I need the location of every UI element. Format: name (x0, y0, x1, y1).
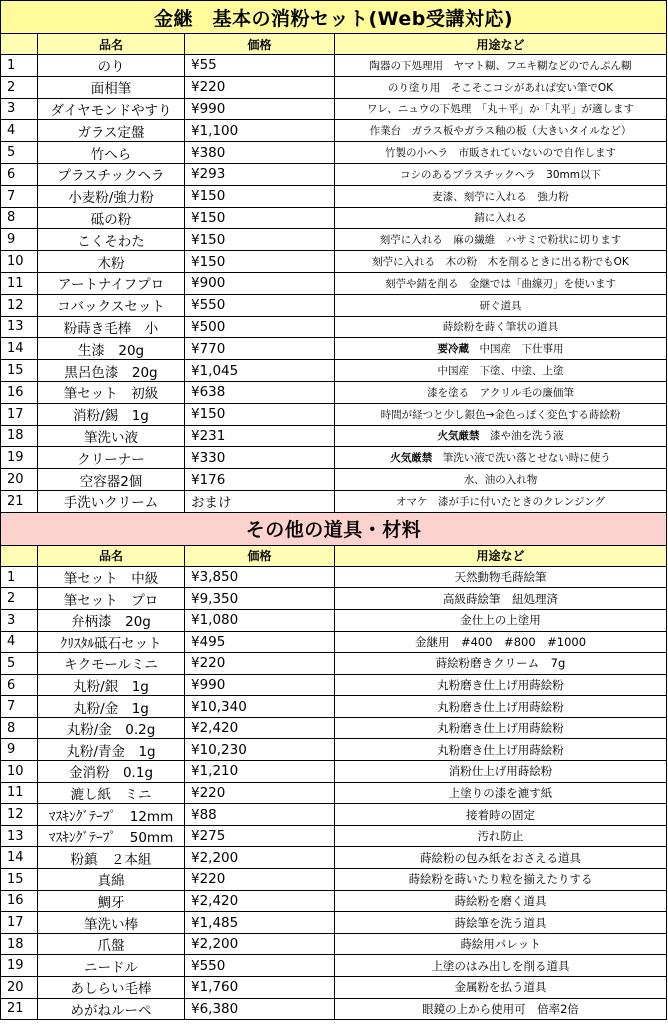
use-text: 刻苧や錆を削る 金継では「曲線刃」を使います (385, 277, 616, 290)
item-name: 粉鎮 ２本組 (38, 847, 185, 869)
row-number: 21 (1, 998, 38, 1020)
use-text: 錆に入れる (474, 212, 527, 225)
header-use: 用途など (335, 34, 667, 55)
table-row (1, 469, 667, 491)
item-price: ¥55 (185, 55, 335, 77)
item-name: 爪盤 (38, 933, 185, 955)
item-use (335, 403, 667, 425)
use-text: ワレ、ニュウの下処理 「丸＋平」か「丸平」が適します (367, 103, 634, 116)
row-number: 20 (1, 977, 38, 999)
item-use (335, 890, 667, 912)
use-text: 蒔絵粉の包み紙をおさえる道具 (420, 850, 581, 865)
table-row (1, 739, 667, 761)
row-number: 17 (1, 912, 38, 934)
row-number: 4 (1, 631, 38, 653)
item-use (335, 998, 667, 1020)
use-text: 蒔絵粉を蒔いたり粒を揃えたりする (408, 872, 593, 887)
row-number: 15 (1, 360, 38, 382)
item-use (335, 360, 667, 382)
table-row (1, 804, 667, 826)
item-name: 面相筆 (38, 76, 185, 98)
item-use (335, 933, 667, 955)
use-text: 中国産 下仕事用 (469, 343, 564, 356)
row-number: 6 (1, 163, 38, 185)
item-use (335, 55, 667, 77)
item-name: ダイヤモンドやすり (38, 98, 185, 120)
row-number: 19 (1, 447, 38, 469)
item-name: 黒呂色漆 20g (38, 360, 185, 382)
table-row (1, 761, 667, 783)
section2-title: その他の道具・材料 (1, 512, 667, 545)
row-number: 16 (1, 890, 38, 912)
table-row (1, 782, 667, 804)
item-name: 筆セット 初級 (38, 381, 185, 403)
table-row (1, 825, 667, 847)
row-number: 7 (1, 696, 38, 718)
item-price: ¥380 (185, 142, 335, 164)
table-row (1, 490, 667, 512)
item-price: ¥9,350 (185, 588, 335, 610)
section2-title-row (1, 512, 667, 545)
item-use (335, 955, 667, 977)
use-text: 漆を塗る アクリル毛の廉価筆 (427, 386, 574, 399)
item-name: 生漆 20g (38, 338, 185, 360)
row-number: 9 (1, 229, 38, 251)
item-price: ¥150 (185, 403, 335, 425)
use-text: 蒔絵筆を洗う道具 (454, 915, 547, 930)
use-text: 竹製の小ヘラ 市販されていないので自作します (385, 147, 616, 160)
item-use (335, 163, 667, 185)
item-name: 砥の粉 (38, 207, 185, 229)
row-number: 18 (1, 933, 38, 955)
row-number: 13 (1, 825, 38, 847)
item-name: 粉蒔き毛棒 小 (38, 316, 185, 338)
table-row (1, 653, 667, 675)
row-number: 11 (1, 782, 38, 804)
item-name: 丸粉/金 0.2g (38, 717, 185, 739)
row-number: 4 (1, 120, 38, 142)
row-number: 17 (1, 403, 38, 425)
item-name: 小麦粉/強力粉 (38, 185, 185, 207)
table-row (1, 316, 667, 338)
item-price: ¥150 (185, 229, 335, 251)
row-number: 5 (1, 653, 38, 675)
item-price: ¥231 (185, 425, 335, 447)
item-use (335, 653, 667, 675)
table-row (1, 955, 667, 977)
item-name: 丸粉/銀 1g (38, 674, 185, 696)
row-number: 3 (1, 98, 38, 120)
item-name: 筆洗い液 (38, 425, 185, 447)
table-row (1, 869, 667, 891)
row-number: 21 (1, 490, 38, 512)
table-row (1, 185, 667, 207)
row-number: 3 (1, 609, 38, 631)
item-name: 丸粉/金 1g (38, 696, 185, 718)
table-row (1, 977, 667, 999)
item-price: ¥220 (185, 76, 335, 98)
row-number: 18 (1, 425, 38, 447)
header-name: 品名 (38, 34, 185, 55)
use-text: 筆洗い液で洗い落とせない時に使う (432, 452, 611, 465)
row-number: 8 (1, 207, 38, 229)
item-use (335, 696, 667, 718)
item-price: ¥150 (185, 251, 335, 273)
item-price: ¥220 (185, 869, 335, 891)
table-row (1, 912, 667, 934)
item-use (335, 717, 667, 739)
table-row (1, 403, 667, 425)
use-text: 蒔絵粉を蒔く筆状の道具 (442, 321, 559, 334)
item-use (335, 804, 667, 826)
item-price: ¥550 (185, 955, 335, 977)
table-row (1, 425, 667, 447)
item-use (335, 76, 667, 98)
item-name: のり (38, 55, 185, 77)
table-row (1, 294, 667, 316)
use-text: 眼鏡の上から使用可 倍率2倍 (422, 1001, 579, 1016)
item-use (335, 674, 667, 696)
item-name: クリーナー (38, 447, 185, 469)
use-text: 中国産 下塗、中塗、上塗 (437, 365, 564, 378)
row-number: 10 (1, 251, 38, 273)
item-price: ¥1,210 (185, 761, 335, 783)
row-number: 1 (1, 566, 38, 588)
table-row (1, 55, 667, 77)
section1-title: 金継 基本の消粉セット(Web受講対応) (1, 1, 667, 34)
item-use (335, 825, 667, 847)
item-use (335, 185, 667, 207)
item-price: ¥3,850 (185, 566, 335, 588)
row-number: 1 (1, 55, 38, 77)
table-row (1, 447, 667, 469)
row-number: 13 (1, 316, 38, 338)
use-text: 作業台 ガラス板やガラス釉の板（大きいタイルなど） (369, 125, 632, 138)
header-name: 品名 (38, 545, 185, 566)
use-text: 接着時の固定 (466, 807, 535, 822)
use-text: 金仕上の上塗用 (460, 613, 541, 628)
row-number: 20 (1, 469, 38, 491)
use-text: 丸粉磨き仕上げ用蒔絵粉 (437, 678, 564, 692)
item-name: 筆セット プロ (38, 588, 185, 610)
item-name: 弁柄漆 20g (38, 609, 185, 631)
item-name: プラスチックヘラ (38, 163, 185, 185)
use-text: 消粉仕上げ用蒔絵粉 (448, 764, 553, 779)
table-row (1, 142, 667, 164)
item-use (335, 869, 667, 891)
item-name: ｸﾘｽﾀﾙ砥石セット (38, 631, 185, 653)
use-text: 金継用 #400 #800 #1000 (414, 634, 587, 649)
item-price: おまけ (185, 490, 335, 512)
item-use (335, 469, 667, 491)
item-name: 鯛牙 (38, 890, 185, 912)
item-price: ¥150 (185, 207, 335, 229)
item-use (335, 120, 667, 142)
item-use (335, 609, 667, 631)
row-number: 12 (1, 294, 38, 316)
row-number: 5 (1, 142, 38, 164)
item-name: 手洗いクリーム (38, 490, 185, 512)
item-price: ¥10,340 (185, 696, 335, 718)
use-text: 蒔絵粉を磨く道具 (454, 893, 547, 908)
section1-title-row (1, 1, 667, 34)
use-text: 蒔絵用パレット (460, 937, 541, 952)
item-use (335, 631, 667, 653)
use-text: 金属粉を払う道具 (454, 980, 547, 995)
table-row (1, 360, 667, 382)
item-price: ¥1,080 (185, 609, 335, 631)
use-text: 高級蒔絵筆 紐処理済 (443, 591, 558, 606)
item-price: ¥2,420 (185, 890, 335, 912)
use-text: 刻苧に入れる 麻の繊維 ハサミで粉状に切ります (379, 234, 622, 247)
table-row (1, 566, 667, 588)
item-name: 真綿 (38, 869, 185, 891)
item-name: 金消粉 0.1g (38, 761, 185, 783)
item-use (335, 761, 667, 783)
item-use (335, 272, 667, 294)
item-name: 丸粉/青金 1g (38, 739, 185, 761)
item-use (335, 381, 667, 403)
item-name: めがねルーペ (38, 998, 185, 1020)
header-no (1, 545, 38, 566)
use-text: 水、油の入れ物 (463, 474, 538, 487)
header-price: 価格 (185, 34, 335, 55)
table-row (1, 76, 667, 98)
use-text: 刻苧に入れる 木の粉 木を削るときに出る粉でもOK (372, 256, 629, 269)
item-price: ¥1,485 (185, 912, 335, 934)
item-price: ¥495 (185, 631, 335, 653)
use-text: 天然動物毛蒔絵筆 (454, 570, 547, 585)
use-text: 丸粉磨き仕上げ用蒔絵粉 (437, 721, 564, 736)
item-use (335, 566, 667, 588)
item-use (335, 782, 667, 804)
row-number: 12 (1, 804, 38, 826)
item-name: ガラス定盤 (38, 120, 185, 142)
item-price: ¥1,760 (185, 977, 335, 999)
item-name: 木粉 (38, 251, 185, 273)
item-use (335, 490, 667, 512)
use-text: 汚れ防止 (477, 829, 524, 844)
item-name: ニードル (38, 955, 185, 977)
section1-header-row (1, 34, 667, 55)
item-name: キクモールミニ (38, 653, 185, 675)
use-text: 上塗のはみ出しを削る道具 (431, 958, 570, 973)
use-text: 上塗りの漆を漉す紙 (448, 785, 553, 800)
table-row (1, 890, 667, 912)
warning-label: 要冷蔵 (437, 343, 469, 356)
item-price: ¥500 (185, 316, 335, 338)
item-use (335, 98, 667, 120)
table-row (1, 338, 667, 360)
table-row (1, 229, 667, 251)
row-number: 14 (1, 847, 38, 869)
warning-label: 火気厳禁 (437, 430, 480, 443)
item-price: ¥275 (185, 825, 335, 847)
table-row (1, 272, 667, 294)
use-text: オマケ 漆が手に付いたときのクレンジング (396, 495, 606, 508)
item-name: 竹へら (38, 142, 185, 164)
item-name: 消粉/錫 1g (38, 403, 185, 425)
item-use (335, 316, 667, 338)
table-row (1, 631, 667, 653)
item-price: ¥176 (185, 469, 335, 491)
row-number: 7 (1, 185, 38, 207)
item-price: ¥550 (185, 294, 335, 316)
item-use (335, 447, 667, 469)
use-text: 蒔絵粉磨きクリーム 7g (435, 656, 566, 671)
row-number: 11 (1, 272, 38, 294)
item-price: ¥990 (185, 98, 335, 120)
table-row (1, 98, 667, 120)
item-name: 筆洗い棒 (38, 912, 185, 934)
use-text: 丸粉磨き仕上げ用蒔絵粉 (437, 699, 564, 714)
item-price: ¥2,420 (185, 717, 335, 739)
table-row (1, 163, 667, 185)
item-price: ¥2,200 (185, 847, 335, 869)
table-row (1, 251, 667, 273)
use-text: 漆や油を洗う液 (479, 430, 564, 443)
section2-header-row (1, 545, 667, 566)
item-use (335, 425, 667, 447)
row-number: 6 (1, 674, 38, 696)
table-row (1, 717, 667, 739)
item-use (335, 294, 667, 316)
item-name: ﾏｽｷﾝｸﾞﾃｰﾌﾟ 12mm (38, 804, 185, 826)
use-text: コシのあるプラスチックヘラ 30mm以下 (400, 168, 601, 181)
use-text: のり塗り用 そこそこコシがあれば安い筆でOK (387, 81, 614, 94)
table-row (1, 207, 667, 229)
item-use (335, 977, 667, 999)
item-price: ¥990 (185, 674, 335, 696)
table-row (1, 998, 667, 1020)
header-no (1, 34, 38, 55)
item-use (335, 739, 667, 761)
row-number: 2 (1, 588, 38, 610)
row-number: 19 (1, 955, 38, 977)
item-name: アートナイフプロ (38, 272, 185, 294)
row-number: 16 (1, 381, 38, 403)
item-price: ¥88 (185, 804, 335, 826)
table-row (1, 609, 667, 631)
item-price: ¥220 (185, 653, 335, 675)
item-price: ¥1,100 (185, 120, 335, 142)
item-use (335, 847, 667, 869)
item-price: ¥770 (185, 338, 335, 360)
table-row (1, 933, 667, 955)
item-price: ¥1,045 (185, 360, 335, 382)
table-row (1, 120, 667, 142)
item-use (335, 229, 667, 251)
use-text: 丸粉磨き仕上げ用蒔絵粉 (437, 742, 564, 757)
item-use (335, 588, 667, 610)
item-use (335, 207, 667, 229)
item-price: ¥293 (185, 163, 335, 185)
item-name: あしらい毛棒 (38, 977, 185, 999)
row-number: 14 (1, 338, 38, 360)
item-name: こくそわた (38, 229, 185, 251)
use-text: 研ぐ道具 (479, 299, 522, 312)
item-use (335, 142, 667, 164)
item-name: コバックスセット (38, 294, 185, 316)
use-text: 麦漆、刻苧に入れる 強力粉 (432, 190, 569, 203)
table-row (1, 674, 667, 696)
row-number: 10 (1, 761, 38, 783)
row-number: 2 (1, 76, 38, 98)
item-use (335, 251, 667, 273)
item-use (335, 338, 667, 360)
item-price: ¥10,230 (185, 739, 335, 761)
table-row (1, 588, 667, 610)
item-price: ¥900 (185, 272, 335, 294)
item-price: ¥150 (185, 185, 335, 207)
table-row (1, 847, 667, 869)
item-name: 筆セット 中級 (38, 566, 185, 588)
item-name: 漉し紙 ミニ (38, 782, 185, 804)
item-use (335, 912, 667, 934)
table-row (1, 381, 667, 403)
item-price: ¥638 (185, 381, 335, 403)
table-row (1, 696, 667, 718)
item-name: ﾏｽｷﾝｸﾞﾃｰﾌﾟ 50mm (38, 825, 185, 847)
row-number: 15 (1, 869, 38, 891)
header-price: 価格 (185, 545, 335, 566)
item-price: ¥6,380 (185, 998, 335, 1020)
item-price: ¥330 (185, 447, 335, 469)
use-text: 時間が経つと少し銀色→金色っぽく変色する蒔絵粉 (380, 408, 621, 421)
item-price: ¥2,200 (185, 933, 335, 955)
item-price: ¥220 (185, 782, 335, 804)
row-number: 8 (1, 717, 38, 739)
header-use: 用途など (335, 545, 667, 566)
use-text: 陶器の下処理用 ヤマト糊、フエキ糊などのでんぷん糊 (369, 59, 632, 72)
item-name: 空容器2個 (38, 469, 185, 491)
warning-label: 火気厳禁 (390, 452, 433, 465)
row-number: 9 (1, 739, 38, 761)
